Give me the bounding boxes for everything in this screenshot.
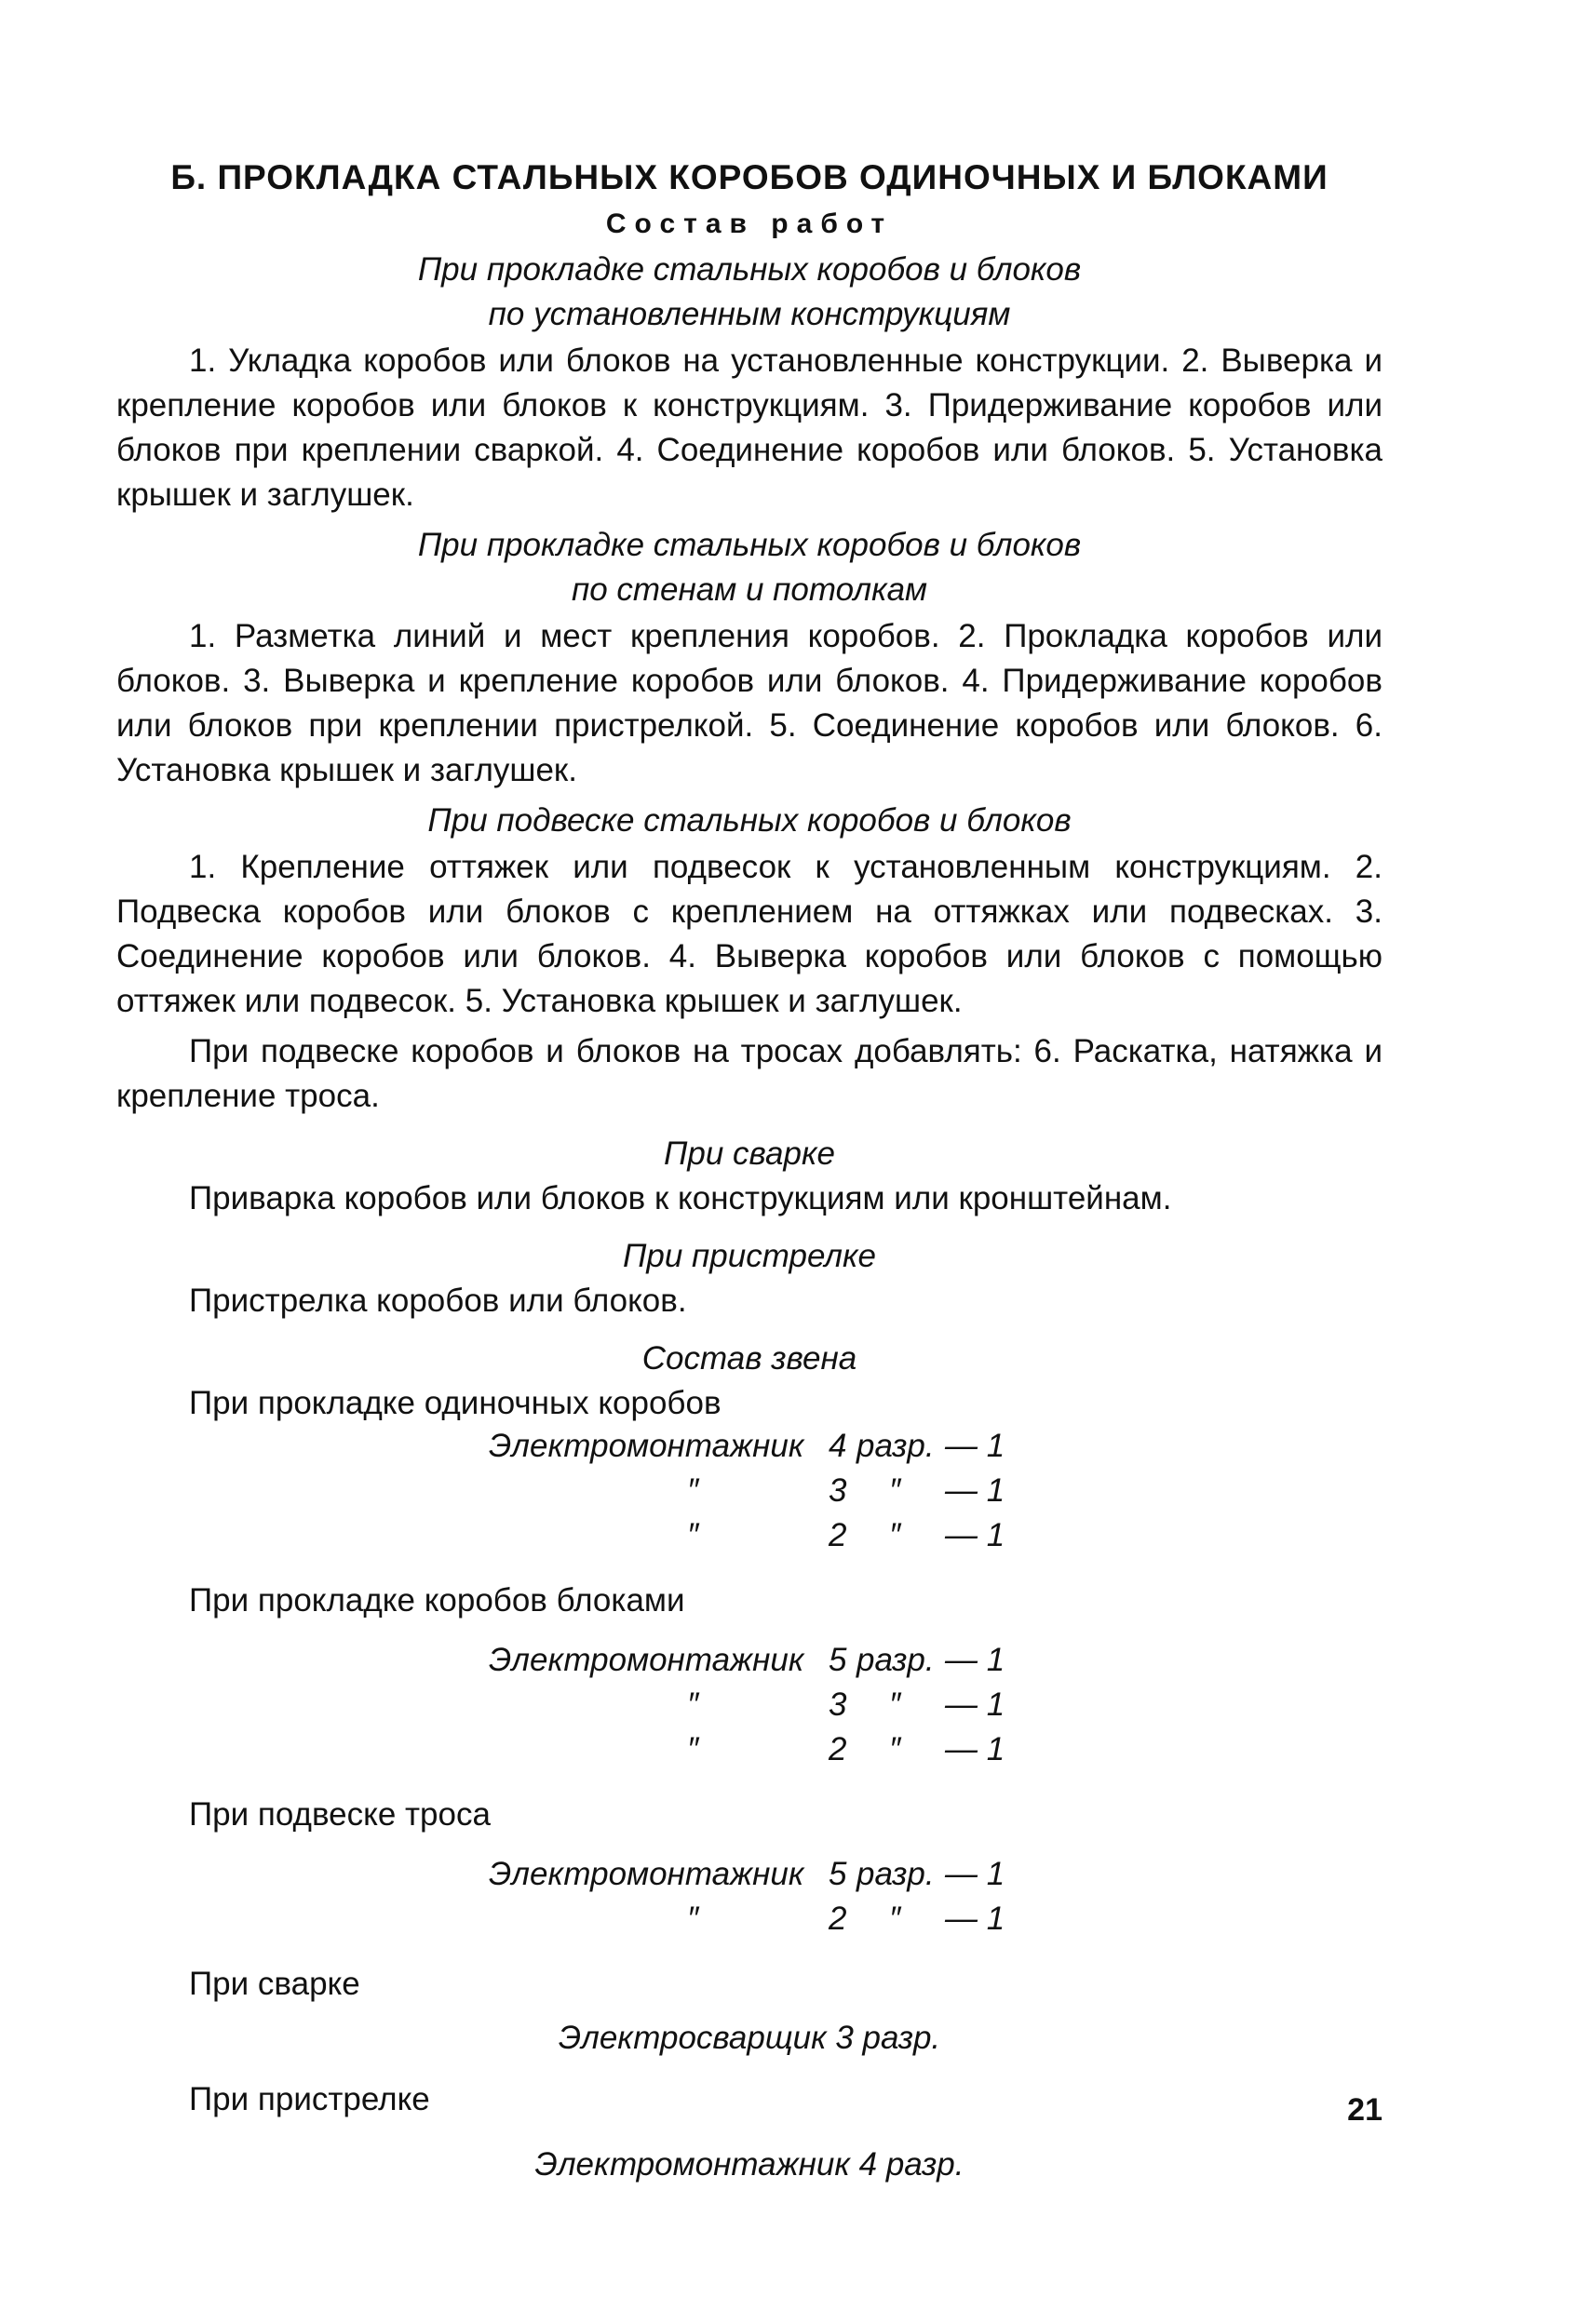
- section-3-text: 1. Крепление оттяжек или подвесок к установленным конструкциям. 2. Подвеска коробов или блоков с креплением на оттяжках или подвесках. 3. Соединение коробов или блоков. 4. Выверка коробов или блоков с помощью оттяжек или подвесок. 5. Установка крышек и заглушек.: [116, 849, 1382, 1019]
- welding-role: Электросварщик 3 разр.: [558, 2020, 941, 2056]
- crew-heading: Состав звена: [641, 1340, 857, 1377]
- section-4-subtitle: При сварке: [664, 1135, 835, 1172]
- section-4-text: Приварка коробов или блоков к конструкциям или кронштейнам.: [189, 1180, 1172, 1216]
- section-title: Б. ПРОКЛАДКА СТАЛЬНЫХ КОРОБОВ ОДИНОЧНЫХ И БЛОКАМИ: [170, 158, 1328, 196]
- crew-row: Электромонтажник 4 разр. — 1: [489, 1428, 1005, 1464]
- section-5-subtitle: При пристрелке: [623, 1238, 876, 1274]
- shooting-role: Электромонтажник 4 разр.: [534, 2146, 964, 2183]
- section-2-subtitle-line-2: по стенам и потолкам: [571, 571, 928, 608]
- page-number: 21: [1347, 2092, 1382, 2128]
- document-page: [116, 158, 1382, 2204]
- crew-group-2-label: При прокладке коробов блоками: [189, 1582, 685, 1619]
- shooting-label: При пристрелке: [189, 2081, 430, 2117]
- composition-heading: Состав работ: [605, 208, 894, 239]
- crew-row: ″ 2 ″ — 1: [687, 1901, 1005, 1937]
- section-2-subtitle-line-1: При прокладке стальных коробов и блоков: [417, 527, 1082, 563]
- crew-row: ″ 2 ″ — 1: [687, 1731, 1005, 1767]
- section-1-text: 1. Укладка коробов или блоков на установленные конструкции. 2. Выверка и крепление коробов или блоков к конструкциям. 3. Придерживание коробов или блоков при креплении сваркой. 4. Соединение коробов или блоков. 5. Установка крышек и заглушек.: [116, 343, 1382, 513]
- crew-group-3-label: При подвеске троса: [189, 1796, 491, 1833]
- crew-row: ″ 3 ″ — 1: [687, 1472, 1005, 1509]
- section-5-text: Пристрелка коробов или блоков.: [189, 1283, 687, 1319]
- section-2-text: 1. Разметка линий и мест крепления коробов. 2. Прокладка коробов или блоков. 3. Выверка и крепление коробов или блоков. 4. Придерживание коробов или блоков при креплении пристрелкой. 5. Соединение коробов или блоков. 6. Установка крышек и заглушек.: [116, 618, 1382, 788]
- crew-group-1-label: При прокладке одиночных коробов: [189, 1385, 722, 1421]
- crew-row: Электромонтажник 5 разр. — 1: [489, 1856, 1005, 1892]
- section-3-extra: При подвеске коробов и блоков на тросах добавлять: 6. Раскатка, натяжка и крепление троса.: [116, 1033, 1382, 1114]
- section-1-subtitle-line-1: При прокладке стальных коробов и блоков: [417, 251, 1082, 288]
- section-3-subtitle: При подвеске стальных коробов и блоков: [427, 802, 1072, 839]
- crew-row: ″ 3 ″ — 1: [687, 1686, 1005, 1723]
- section-1-subtitle-line-2: по установленным конструкциям: [488, 296, 1011, 332]
- crew-row: Электромонтажник 5 разр. — 1: [489, 1642, 1005, 1678]
- welding-label: При сварке: [189, 1966, 360, 2002]
- crew-row: ″ 2 ″ — 1: [687, 1517, 1005, 1553]
